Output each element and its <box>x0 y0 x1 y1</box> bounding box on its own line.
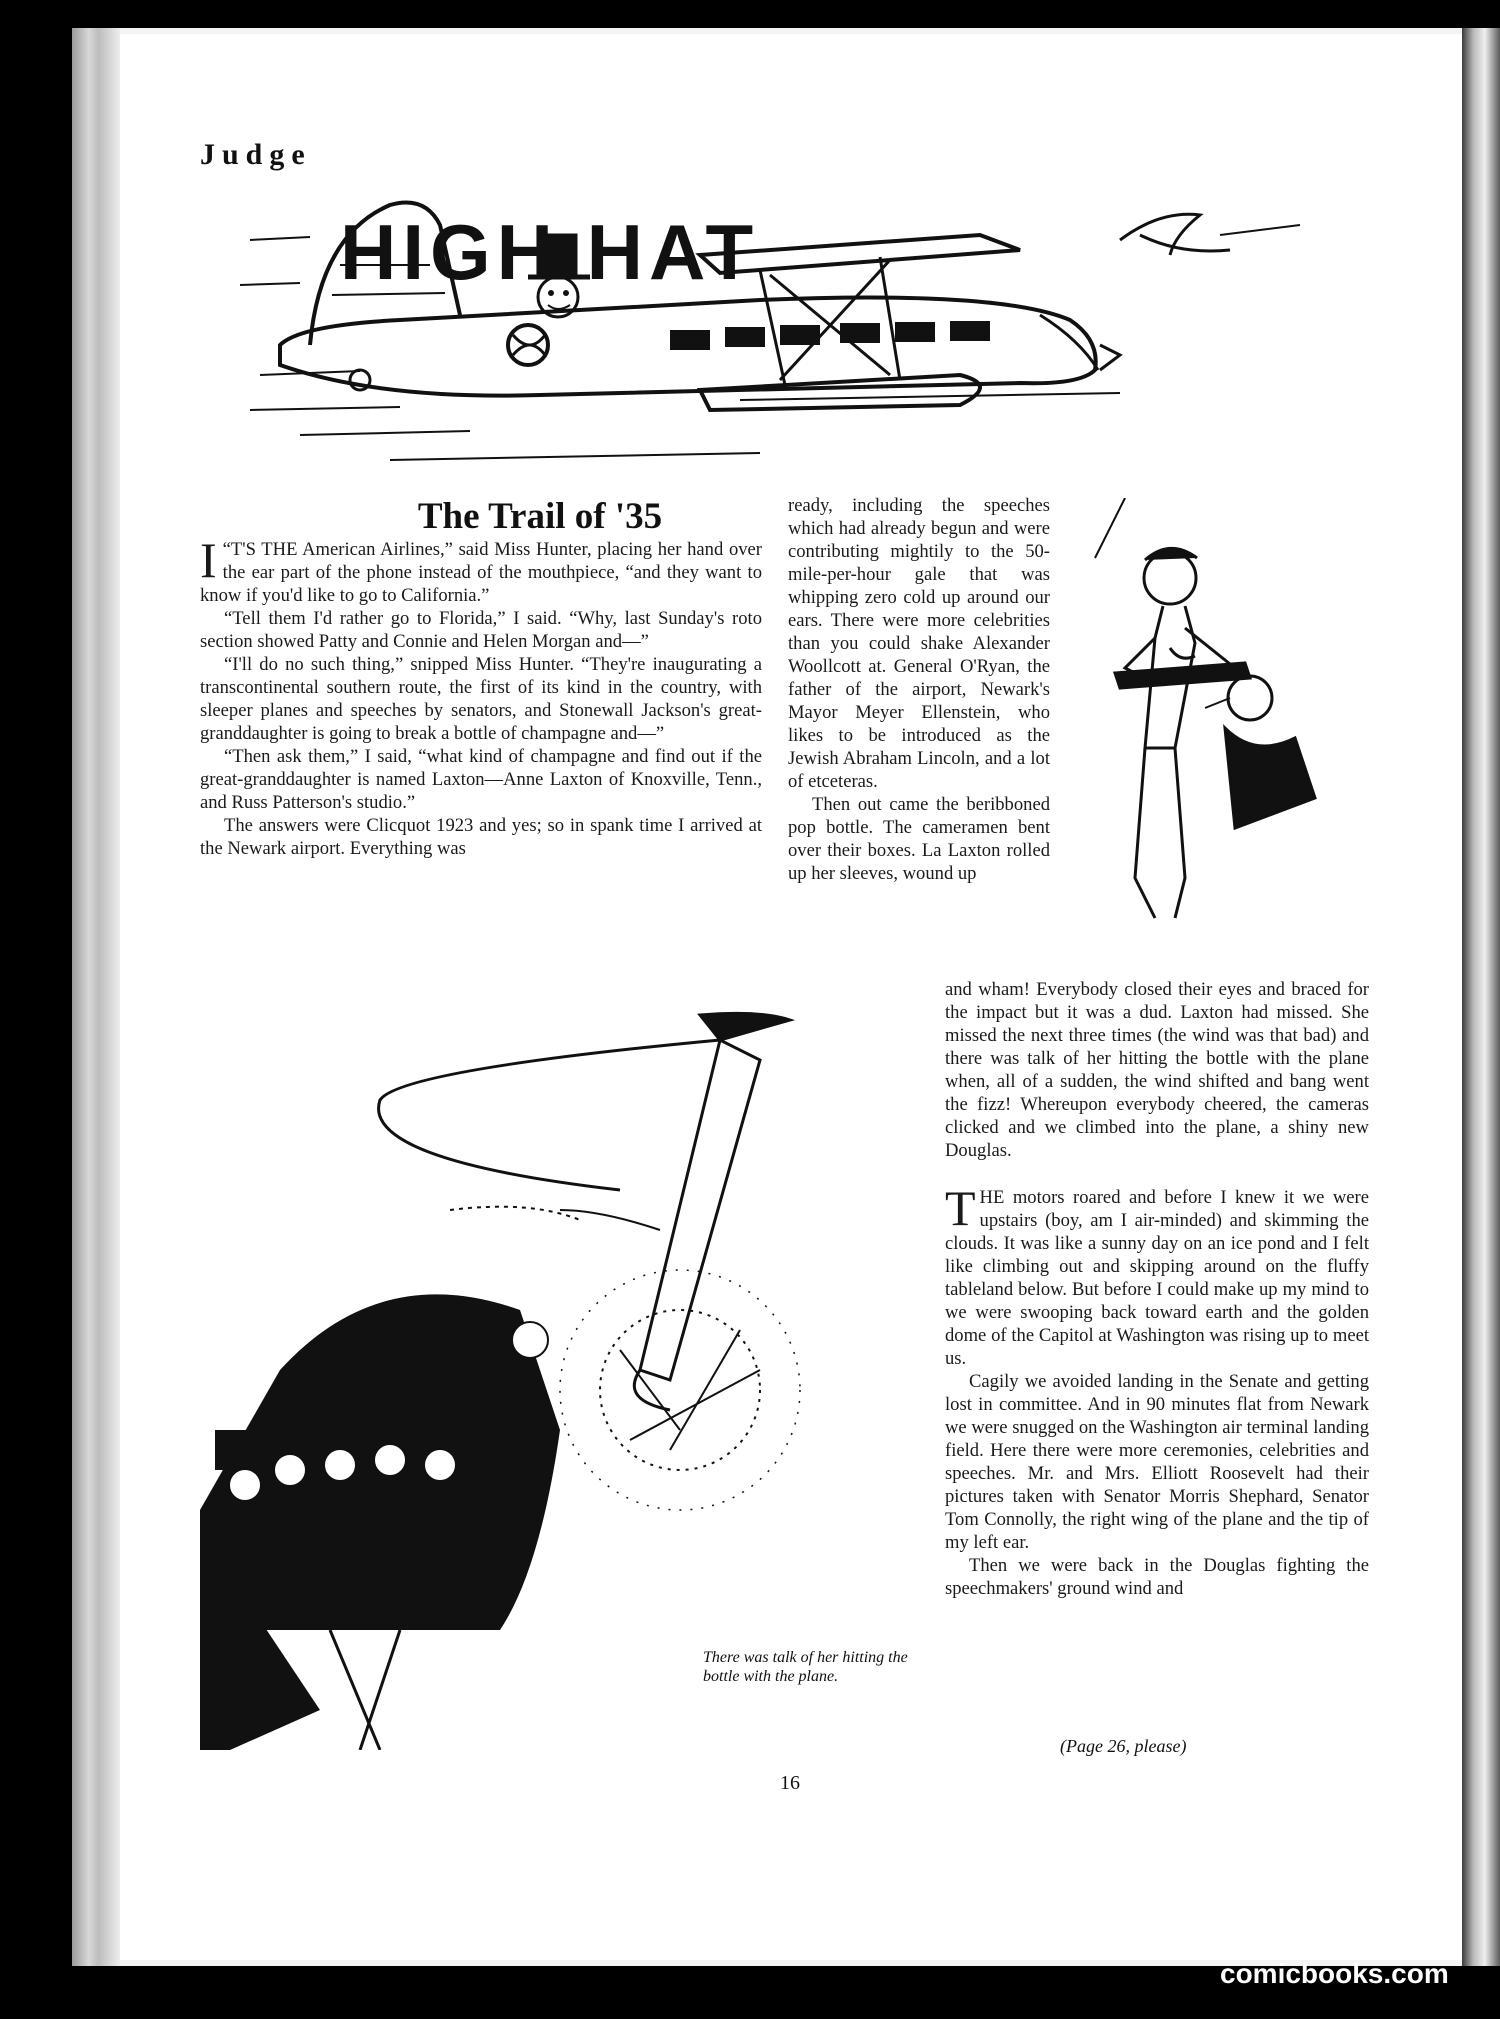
paragraph: “Then ask them,” I said, “what kind of champagne and find out if the great-granddaughter is named Laxton—Anne Laxton of Knoxville, Tenn., and Russ Patterson's studio.” <box>200 746 762 813</box>
paragraph <box>945 1180 1369 1370</box>
continuation-note: (Page 26, please) <box>1060 1736 1187 1756</box>
drop-cap: T <box>945 1180 976 1236</box>
paragraph-text: “T'S THE American Airlines,” said Miss Hunter, placing her hand over the ear part of the phone instead of the mouthpiece, “and they want to know if you'd like to go to California.” <box>200 539 762 606</box>
paragraph: Then out came the beribboned pop bottle. The cameramen bent over their boxes. La Laxton rolled up her sleeves, wound up <box>788 794 1050 884</box>
paragraph: “Tell them I'd rather go to Florida,” I said. “Why, last Sunday's roto section showed Patty and Connie and Helen Morgan and—” <box>200 608 762 652</box>
svg-text:HIGH HAT: HIGH HAT <box>340 208 760 296</box>
paragraph: Cagily we avoided landing in the Senate and getting lost in committee. And in 90 minutes flat from Newark we were snugged on the Washington air terminal landing field. Here there were more ceremonies, celebrities and speeches. Mr. and Mrs. Elliott Roosevelt had their pictures taken with Senator Morris Shephard, Senator Tom Connolly, the right wing of the plane and the tip of my left ear. <box>945 1371 1369 1553</box>
masthead: Judge <box>200 138 312 171</box>
illustration-caption: There was talk of her hitting the bottle with the plane. <box>703 1649 908 1685</box>
facing-page-edge <box>1462 28 1500 1966</box>
article-column-1 <box>200 532 762 860</box>
paragraph: and wham! Everybody closed their eyes and braced for the impact but it was a dud. Laxton had missed. She missed the next three times (the wind was that bad) and there was talk of her hitting the bottle with the plane when, all of a sudden, the wind shifted and bang went the fizz! Whereupon everybody cheered, the cameras clicked and we climbed into the plane, a shiny new Douglas. <box>945 979 1369 1161</box>
stewardess-illustration <box>1085 498 1325 948</box>
bottle-christening-illustration <box>200 1010 940 1750</box>
book-binding <box>72 28 120 1966</box>
paragraph-text: HE motors roared and before I knew it we were upstairs (boy, am I air-minded) and skimming the clouds. It was like a sunny day on an ice pond and I felt like climbing out and skipping around on the fluffy tableland below. But before I could make up my mind to we were swooping back toward earth and the golden dome of the Capitol at Washington was rising up to meet us. <box>945 1187 1369 1369</box>
paragraph: “I'll do no such thing,” snipped Miss Hunter. “They're inaugurating a transcontinental southern route, the first of its kind in the country, with sleeper planes and speeches by senators, and Stonewall Jackson's great-granddaughter is going to break a bottle of champagne and—” <box>200 654 762 744</box>
paragraph: ready, including the speeches which had already begun and were contributing mightily to the 50-mile-per-hour gale that was whipping zero cold up around our ears. There were more celebrities than you could shake Alexander Woollcott at. General O'Ryan, the father of the airport, Newark's Mayor Meyer Ellenstein, who likes to be introduced as the Jewish Abraham Lincoln, and a lot of etceteras. <box>788 495 1050 792</box>
article-column-3 <box>945 978 1369 1600</box>
article-column-2 <box>788 494 1050 885</box>
paragraph: The answers were Clicquot 1923 and yes; so in spank time I arrived at the Newark airport. Everything was <box>200 815 762 859</box>
watermark: comicbooks.com <box>1220 1958 1449 1989</box>
paragraph: Then we were back in the Douglas fighting the speechmakers' ground wind and <box>945 1555 1369 1599</box>
paragraph <box>200 532 762 607</box>
drop-cap: I <box>200 532 217 588</box>
page-number: 16 <box>780 1772 800 1794</box>
article-title: The Trail of '35 <box>417 496 663 537</box>
high-hat-header-illustration <box>240 195 1310 475</box>
